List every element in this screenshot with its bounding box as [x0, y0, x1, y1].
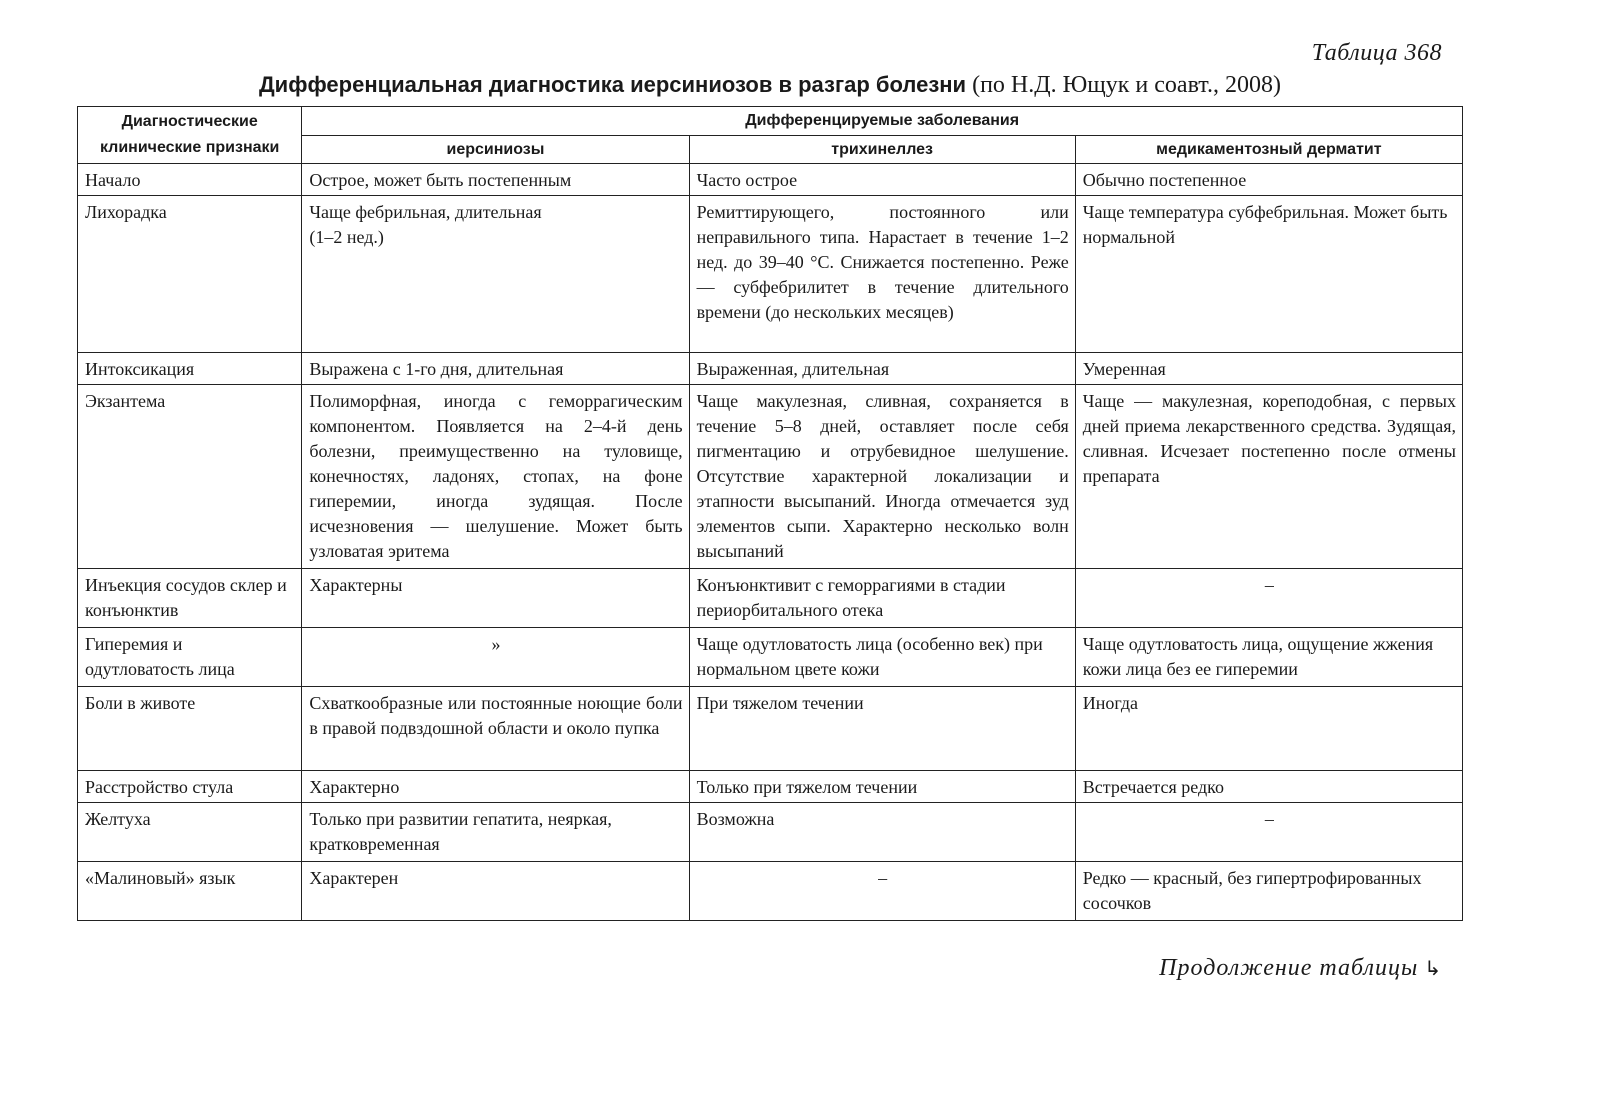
cell-drug-dermatitis: Иногда [1075, 687, 1462, 771]
continuation-label: Продолжение таблицы [1159, 955, 1419, 981]
cell-yersiniosis: Характерны [302, 569, 689, 628]
table-row [78, 771, 1463, 803]
table-row [78, 353, 1463, 385]
cell-drug-dermatitis: Чаще — макулезная, кореподобная, с первых дней приема лекарственного средства. Зудящая, сливная. Исчезает постепенно после отмены препарата [1075, 385, 1462, 569]
header-diseases-group: Дифференцируемые заболевания [302, 107, 1463, 136]
cell-trichinellosis: Только при тяжелом течении [689, 771, 1075, 803]
table-row [78, 569, 1463, 628]
row-sign: «Малиновый» язык [78, 862, 302, 921]
cell-drug-dermatitis: Умеренная [1075, 353, 1462, 385]
cell-trichinellosis: Возможна [689, 803, 1075, 862]
cell-drug-dermatitis: – [1075, 569, 1462, 628]
cell-yersiniosis: Характерно [302, 771, 689, 803]
cell-drug-dermatitis: Встречается редко [1075, 771, 1462, 803]
cell-drug-dermatitis: Обычно постепенное [1075, 164, 1462, 196]
cell-drug-dermatitis: – [1075, 803, 1462, 862]
cell-yersiniosis: Полиморфная, иногда с геморрагическим компонентом. Появляется на 2–4-й день болезни, преимущественно на туловище, конечностях, ладонях, стопах, на фоне гиперемии, иногда зудящая. После исчезновения — шелушение. Может быть узловатая эритема [302, 385, 689, 569]
cell-yersiniosis: Острое, может быть постепенным [302, 164, 689, 196]
cell-trichinellosis: Часто острое [689, 164, 1075, 196]
cell-drug-dermatitis: Чаще температура субфебрильная. Может быть нормальной [1075, 196, 1462, 353]
cell-trichinellosis: – [689, 862, 1075, 921]
header-signs: Диагностические клинические признаки [78, 107, 302, 164]
row-sign: Инъекция сосудов склер и конъюнктив [78, 569, 302, 628]
table-title-main: Дифференциальная диагностика иерсиниозов в разгар болезни [259, 72, 967, 97]
table-continuation [1159, 955, 1442, 982]
row-sign: Боли в животе [78, 687, 302, 771]
cell-yersiniosis: Схваткообразные или постоянные ноющие боли в правой подвздошной области и около пупка [302, 687, 689, 771]
row-sign: Желтуха [78, 803, 302, 862]
cell-trichinellosis: Чаще одутловатость лица (особенно век) при нормальном цвете кожи [689, 628, 1075, 687]
header-row-group [78, 107, 1463, 136]
cell-trichinellosis: Ремиттирующего, постоянного или неправильного типа. Нарастает в течение 1–2 нед. до 39–40 °С. Снижается постепенно. Реже — субфебрилитет в течение длительного времени (до нескольких месяцев) [689, 196, 1075, 353]
diagnosis-table [77, 106, 1463, 921]
row-sign: Расстройство стула [78, 771, 302, 803]
cell-trichinellosis: Выраженная, длительная [689, 353, 1075, 385]
cell-trichinellosis: При тяжелом течении [689, 687, 1075, 771]
table-row [78, 687, 1463, 771]
cell-yersiniosis: Только при развитии гепатита, неяркая, кратковременная [302, 803, 689, 862]
cell-yersiniosis: Выражена с 1-го дня, длительная [302, 353, 689, 385]
cell-trichinellosis: Чаще макулезная, сливная, сохраняется в течение 5–8 дней, оставляет после себя пигментацию и отрубевидное шелушение. Отсутствие характерной локализации и этапности высыпаний. Иногда отмечается зуд элементов сыпи. Характерно несколько волн высыпаний [689, 385, 1075, 569]
cell-drug-dermatitis: Чаще одутловатость лица, ощущение жжения кожи лица без ее гиперемии [1075, 628, 1462, 687]
turn-arrow-icon: ↳ [1424, 956, 1442, 980]
header-trichinellosis: трихинеллез [689, 135, 1075, 164]
table-row [78, 862, 1463, 921]
table-row [78, 196, 1463, 353]
cell-yersiniosis: » [302, 628, 689, 687]
row-sign: Интоксикация [78, 353, 302, 385]
cell-trichinellosis: Конъюнктивит с геморрагиями в стадии периорбитального отека [689, 569, 1075, 628]
cell-drug-dermatitis: Редко — красный, без гипертрофированных сосочков [1075, 862, 1462, 921]
row-sign: Экзантема [78, 385, 302, 569]
table-row [78, 385, 1463, 569]
header-drug-dermatitis: медикаментозный дерматит [1075, 135, 1462, 164]
cell-yersiniosis: Характерен [302, 862, 689, 921]
table-title [76, 72, 1464, 99]
cell-yersiniosis: Чаще фебрильная, длительная (1–2 нед.) [302, 196, 689, 353]
table-title-source: (по Н.Д. Ющук и соавт., 2008) [972, 72, 1281, 98]
row-sign: Лихорадка [78, 196, 302, 353]
header-yersiniosis: иерсиниозы [302, 135, 689, 164]
table-number: Таблица 368 [1311, 40, 1442, 66]
row-sign: Начало [78, 164, 302, 196]
table-row [78, 164, 1463, 196]
table-row [78, 628, 1463, 687]
row-sign: Гиперемия и одутловатость лица [78, 628, 302, 687]
table-row [78, 803, 1463, 862]
